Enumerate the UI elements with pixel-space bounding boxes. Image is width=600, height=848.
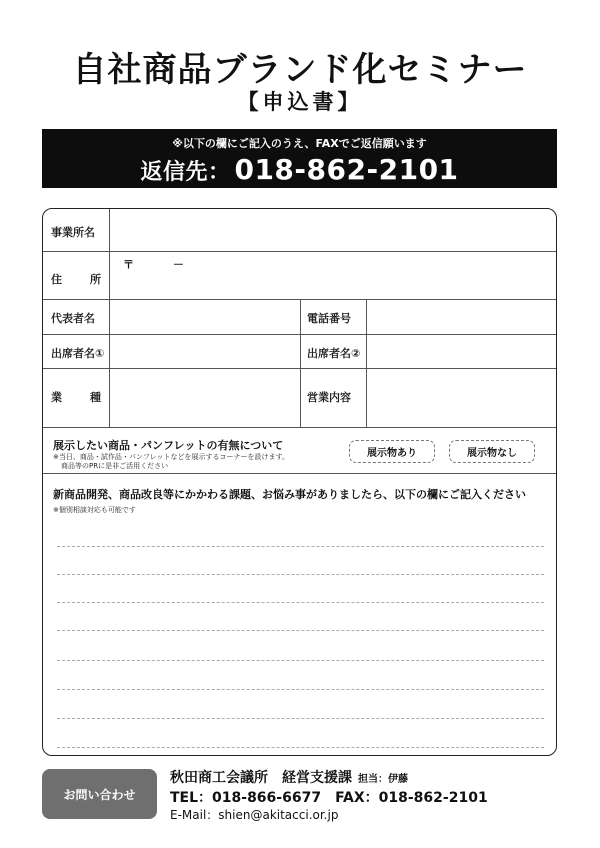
industry-label-char: 業	[51, 391, 62, 404]
address-label-char: 所	[90, 273, 101, 286]
consultation-field[interactable]	[53, 529, 546, 751]
industry-field[interactable]	[110, 369, 300, 427]
reply-label: 返信先：	[140, 160, 231, 185]
exhibit-note-line: 商品等のPRに是非ご活用ください	[61, 462, 169, 470]
representative-field[interactable]	[110, 300, 300, 334]
application-form	[42, 208, 557, 756]
exhibit-note	[53, 453, 289, 471]
office-name-label: 事業所名	[51, 226, 95, 239]
row-divider	[43, 427, 556, 428]
row-divider	[43, 473, 556, 474]
exhibit-note-line: ※当日、商品・試作品・パンフレットなどを展示するコーナーを設けます。	[53, 453, 289, 461]
attendee2-field[interactable]	[367, 335, 556, 368]
contact-button[interactable]: お問い合わせ	[42, 769, 157, 819]
exhibit-question: 展示したい商品・パンフレットの有無について	[53, 439, 284, 452]
exhibit-yes-option[interactable]: 展示物あり	[349, 440, 435, 463]
reply-fax	[42, 153, 557, 186]
phone-field[interactable]	[367, 300, 556, 334]
address-label	[51, 271, 101, 287]
organization-name	[170, 767, 408, 787]
address-label-char: 住	[51, 273, 62, 286]
postal-mark: 〒	[123, 258, 134, 271]
business-label: 営業内容	[307, 391, 351, 404]
office-name-field[interactable]	[110, 209, 556, 251]
attendee1-label: 出席者名①	[51, 347, 105, 360]
fax-banner	[42, 129, 557, 188]
organization-text: 秋田商工会議所 経営支援課	[170, 770, 352, 786]
industry-label-char: 種	[90, 391, 101, 404]
consultation-prompt: 新商品開発、商品改良等にかかわる課題、お悩み事がありましたら、以下の欄にご記入ください	[53, 488, 526, 501]
representative-label: 代表者名	[51, 312, 95, 325]
phone-label: 電話番号	[307, 312, 351, 325]
industry-label	[51, 389, 101, 405]
business-field[interactable]	[367, 369, 556, 427]
contact-person: 担当：伊藤	[358, 774, 408, 785]
column-divider	[300, 299, 301, 427]
page-subtitle: 【申込書】	[237, 90, 363, 114]
address-field[interactable]	[110, 252, 556, 299]
exhibit-no-option[interactable]: 展示物なし	[449, 440, 535, 463]
reply-fax-number: 018-862-2101	[234, 153, 459, 186]
postal-dash: －	[173, 258, 184, 271]
consultation-note: ※個別相談対応も可能です	[53, 506, 136, 514]
attendee2-label: 出席者名②	[307, 347, 361, 360]
page-title: 自社商品ブランド化セミナー	[72, 50, 528, 90]
contact-email[interactable]: E-Mail：shien@akitacci.or.jp	[170, 808, 339, 822]
attendee1-field[interactable]	[110, 335, 300, 368]
contact-phone-fax: TEL：018-866-6677 FAX：018-862-2101	[170, 790, 488, 806]
banner-note: ※以下の欄にご記入のうえ、FAXでご返信願います	[172, 137, 427, 150]
